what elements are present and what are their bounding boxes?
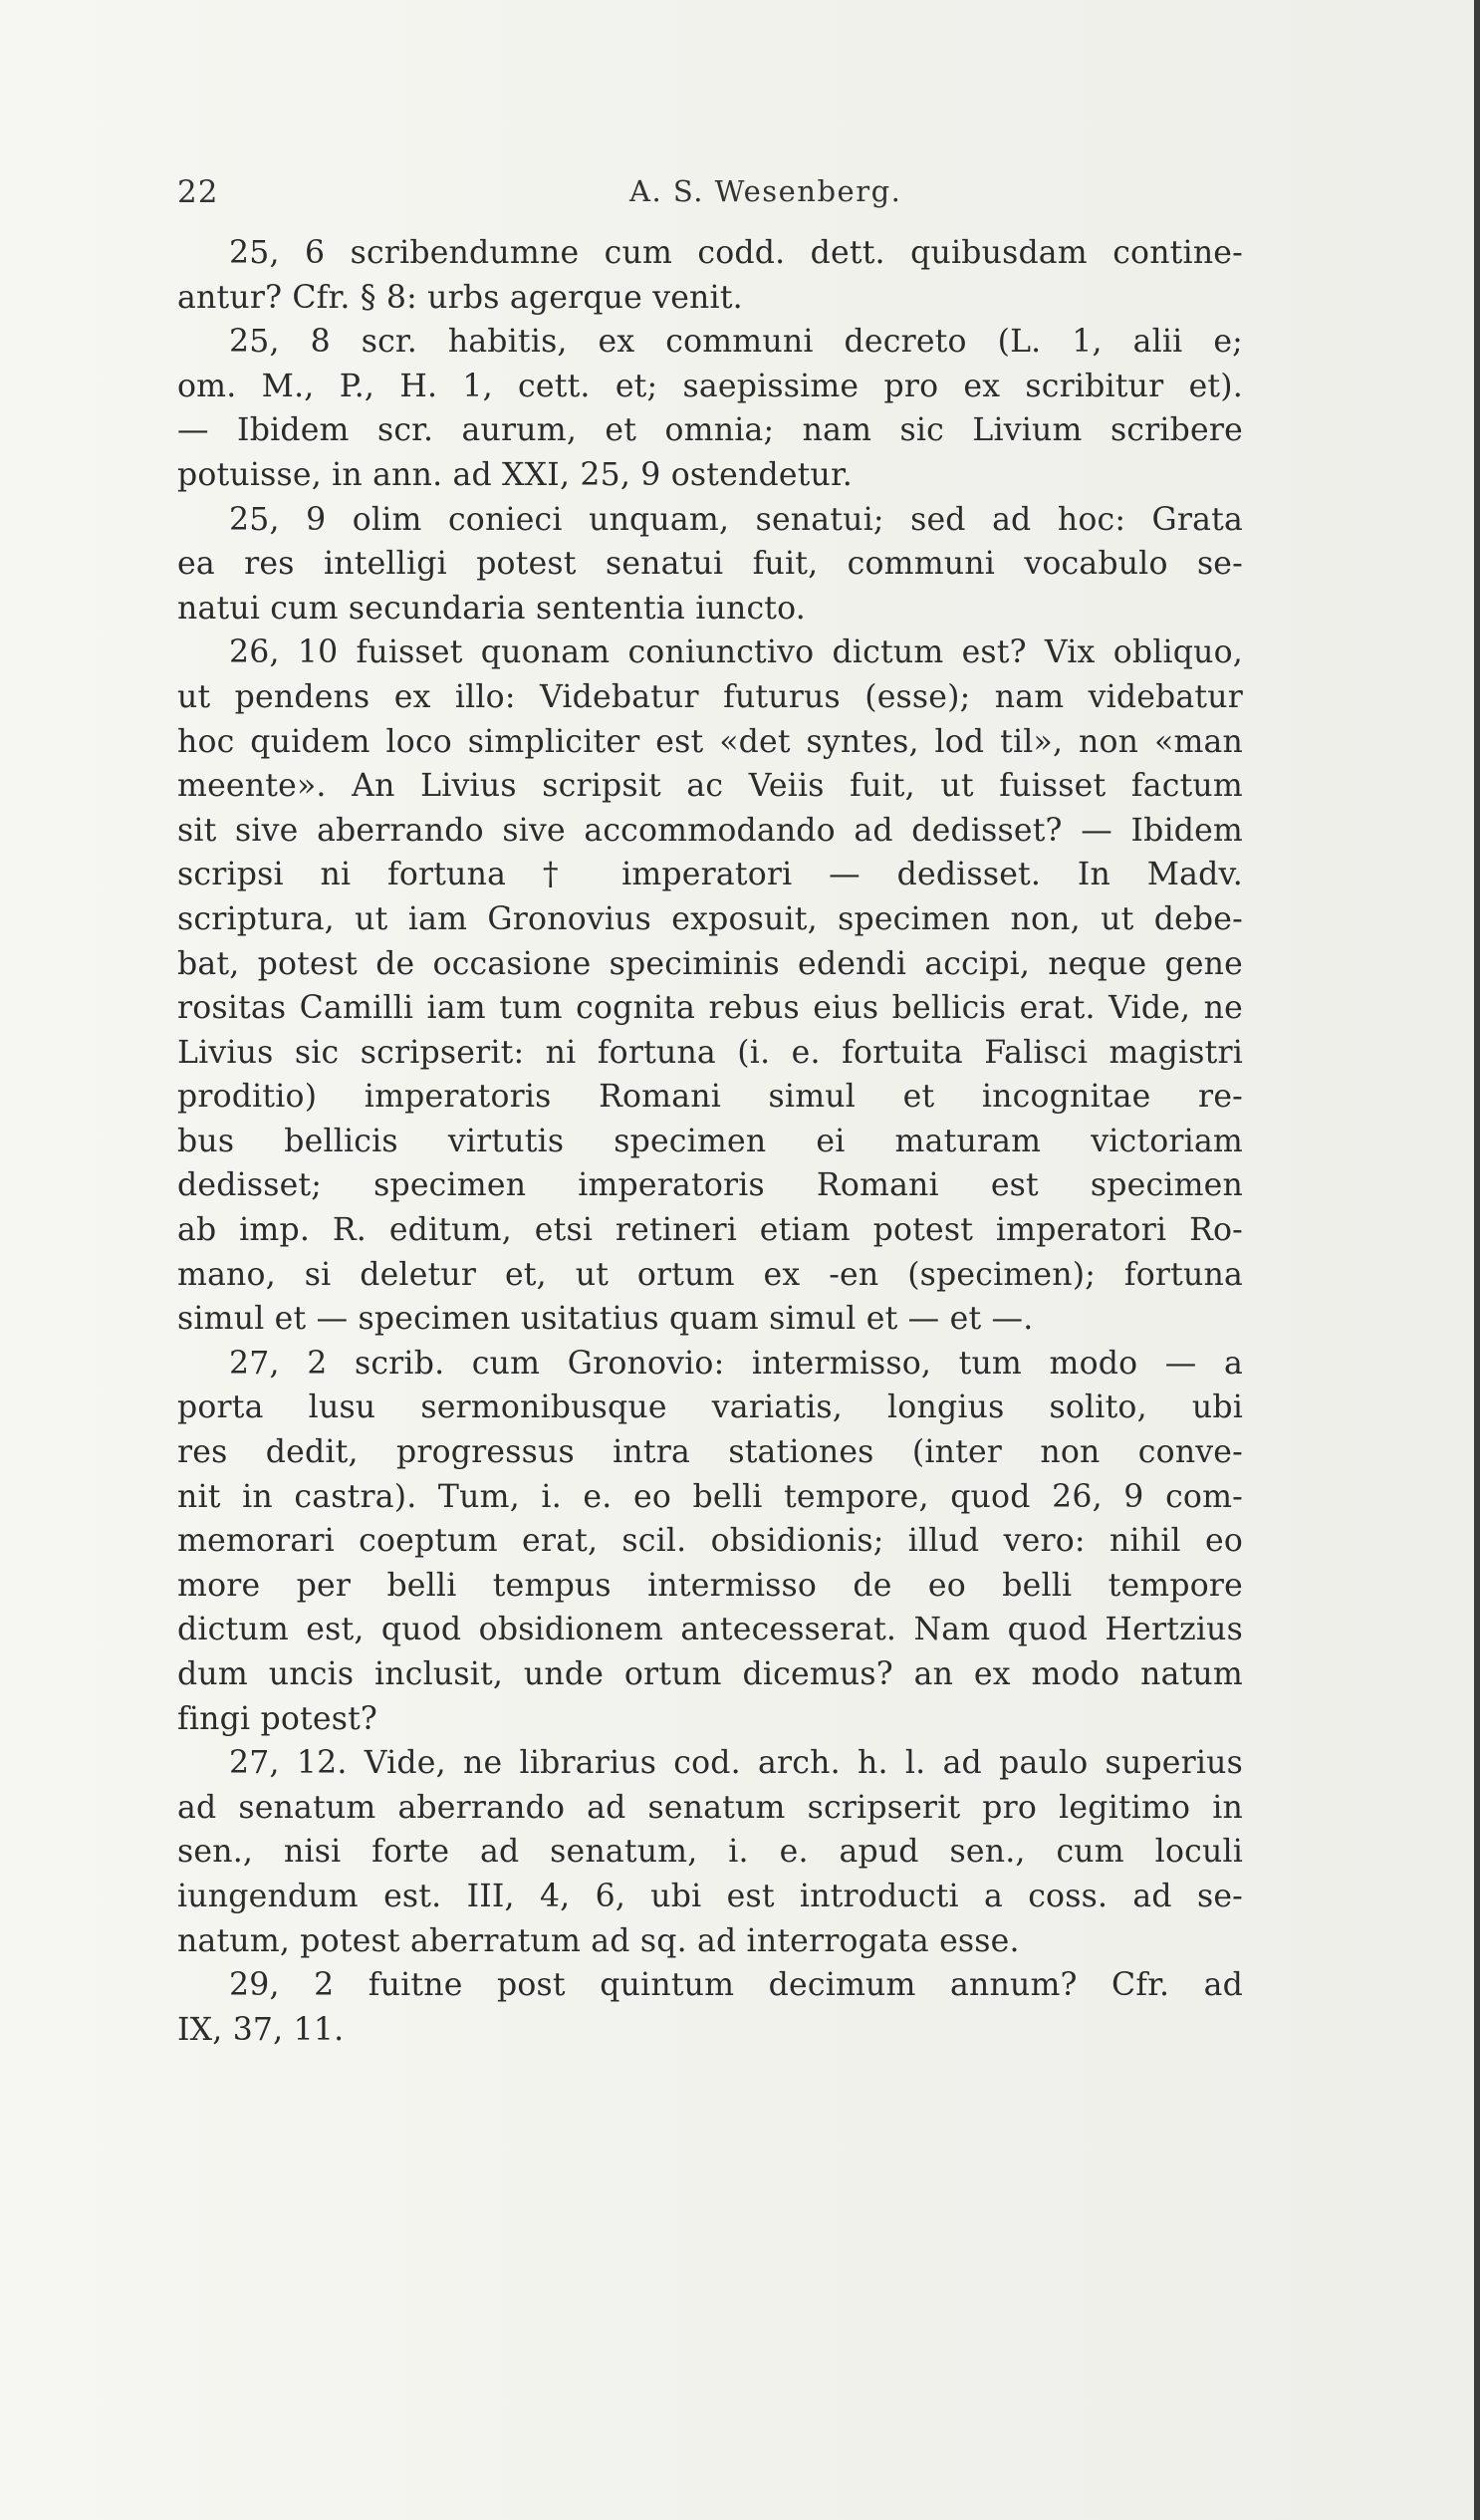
text-line: om. M., P., H. 1, cett. et; saepissime pro ex scribitur et). xyxy=(177,368,1243,404)
text-line: simul et — specimen usitatius quam simul et — et —. xyxy=(177,1301,1034,1338)
text-line: fingi potest? xyxy=(177,1700,378,1737)
text-line: scriptura, ut iam Gronovius exposuit, specimen non, ut debe- xyxy=(177,900,1243,937)
text-line: Livius sic scripserit: ni fortuna (i. e. fortuita Falisci magistri xyxy=(177,1034,1243,1071)
text-line: ut pendens ex illo: Videbatur futurus (esse); nam videbatur xyxy=(177,678,1243,715)
text-line: — Ibidem scr. aurum, et omnia; nam sic Livium scribere xyxy=(177,412,1243,449)
text-line: bus bellicis virtutis specimen ei maturam victoriam xyxy=(177,1123,1243,1159)
text-line: more per belli tempus intermisso de eo belli tempore xyxy=(177,1567,1243,1604)
text-line: 25, 9 olim conieci unquam, senatui; sed ad hoc: Grata xyxy=(229,501,1243,538)
text-line: iungendum est. III, 4, 6, ubi est introducti a coss. ad se- xyxy=(177,1878,1243,1914)
text-line: dum uncis inclusit, unde ortum dicemus? an ex modo natum xyxy=(177,1656,1243,1692)
text-line: memorari coeptum erat, scil. obsidionis; illud vero: nihil eo xyxy=(177,1523,1243,1560)
text-line: nit in castra). Tum, i. e. eo belli tempore, quod 26, 9 com- xyxy=(177,1478,1243,1515)
text-line: antur? Cfr. § 8: urbs agerque venit. xyxy=(177,279,743,316)
text-line: IX, 37, 11. xyxy=(177,2011,345,2048)
text-line: hoc quidem loco simpliciter est «det syntes, lod til», non «man xyxy=(177,723,1243,760)
text-line: 27, 12. Vide, ne librarius cod. arch. h. l. ad paulo superius xyxy=(229,1745,1243,1782)
page-edge-shadow xyxy=(1474,0,1480,2520)
text-line: dictum est, quod obsidionem antecesserat. Nam quod Hertzius xyxy=(177,1612,1243,1648)
text-line: scripsi ni fortuna † imperatori — dedisset. In Madv. xyxy=(177,857,1243,893)
text-line: 27, 2 scrib. cum Gronovio: intermisso, tum modo — a xyxy=(229,1345,1243,1382)
text-line: porta lusu sermonibusque variatis, longius solito, ubi xyxy=(177,1389,1243,1426)
text-line: bat, potest de occasione speciminis edendi accipi, neque gene xyxy=(177,945,1243,982)
page-number: 22 xyxy=(177,174,219,210)
text-line: ad senatum aberrando ad senatum scripserit pro legitimo in xyxy=(177,1789,1243,1826)
text-line: natum, potest aberratum ad sq. ad interrogata esse. xyxy=(177,1922,1020,1959)
text-line: sit sive aberrando sive accommodando ad dedisset? — Ibidem xyxy=(177,812,1243,849)
page-header xyxy=(177,174,1243,224)
text-line: rositas Camilli iam tum cognita rebus eius bellicis erat. Vide, ne xyxy=(177,990,1243,1027)
text-line: dedisset; specimen imperatoris Romani est specimen xyxy=(177,1167,1243,1204)
text-line: 26, 10 fuisset quonam coniunctivo dictum est? Vix obliquo, xyxy=(229,634,1243,671)
text-line: sen., nisi forte ad senatum, i. e. apud sen., cum loculi xyxy=(177,1834,1243,1871)
running-head: A. S. Wesenberg. xyxy=(629,174,902,208)
text-line: ea res intelligi potest senatui fuit, communi vocabulo se- xyxy=(177,546,1243,583)
text-line: res dedit, progressus intra stationes (inter non conve- xyxy=(177,1434,1243,1471)
text-line: natui cum secundaria sententia iuncto. xyxy=(177,590,806,627)
text-line: mano, si deletur et, ut ortum ex -en (specimen); fortuna xyxy=(177,1256,1243,1293)
text-line: meente». An Livius scripsit ac Veiis fuit, ut fuisset factum xyxy=(177,768,1243,805)
text-line: 25, 8 scr. habitis, ex communi decreto (L. 1, alii e; xyxy=(229,324,1243,361)
text-line: 25, 6 scribendumne cum codd. dett. quibusdam contine- xyxy=(229,235,1243,271)
text-line: ab imp. R. editum, etsi retineri etiam potest imperatori Ro- xyxy=(177,1212,1243,1249)
text-line: proditio) imperatoris Romani simul et incognitae re- xyxy=(177,1079,1243,1116)
text-line: 29, 2 fuitne post quintum decimum annum? Cfr. ad xyxy=(229,1967,1243,2004)
body-text xyxy=(177,231,1243,2052)
text-line: potuisse, in ann. ad XXI, 25, 9 ostendetur. xyxy=(177,456,854,493)
